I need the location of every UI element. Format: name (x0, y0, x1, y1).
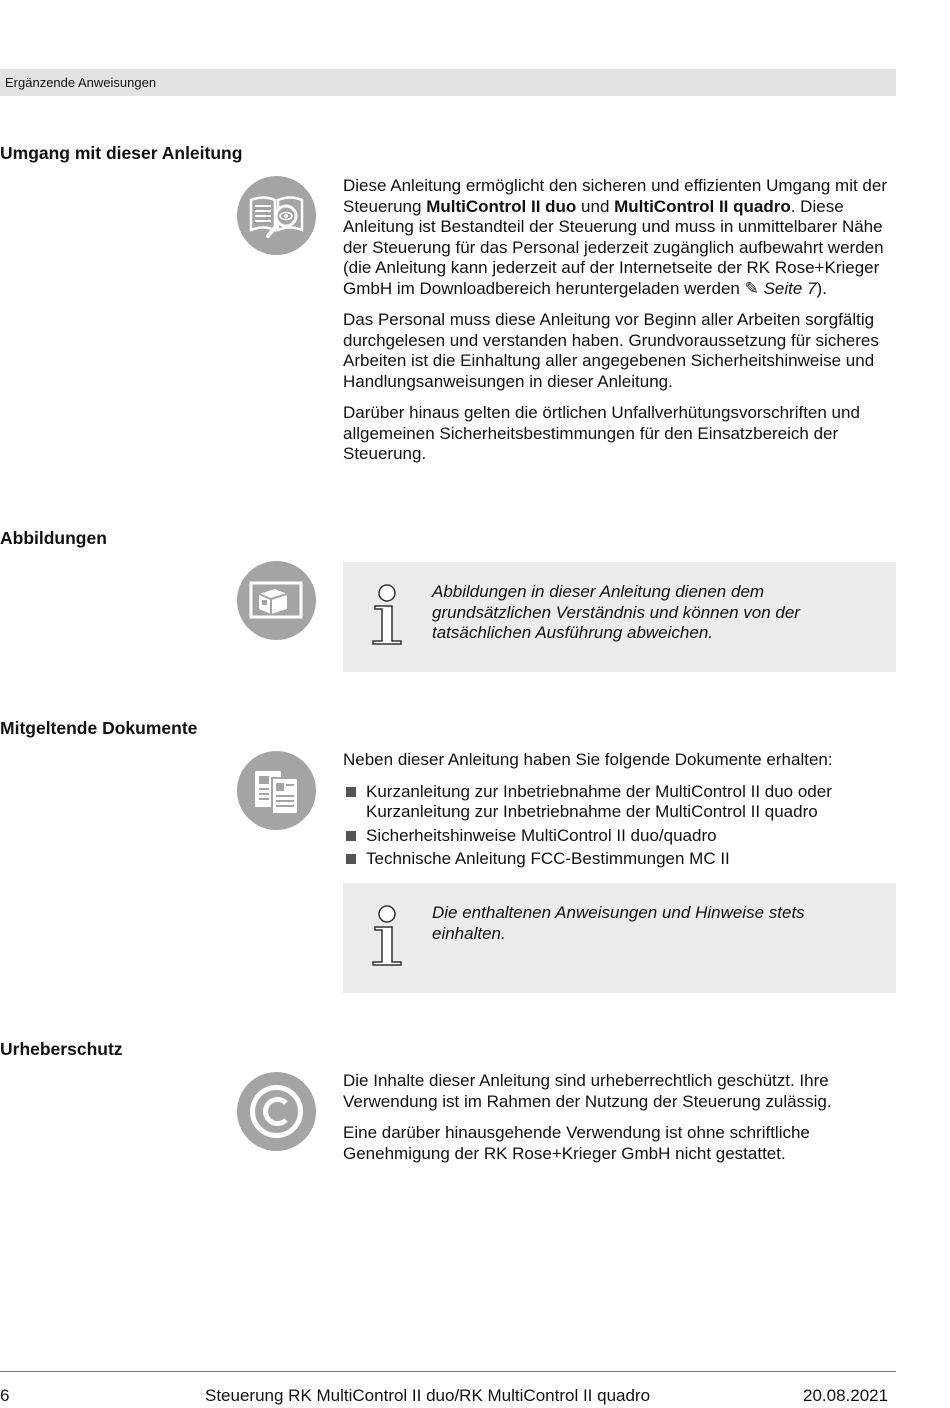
list-item: Sicherheitshinweise MultiControl II duo/quadro (343, 826, 899, 847)
note-text-abbildungen: Abbildungen in dieser Anleitung dienen dem grundsätzlichen Verständnis und können von der tatsächlichen Ausführung abweichen. (432, 582, 800, 642)
dokumente-text (343, 750, 899, 873)
urheber-paragraph-1: Die Inhalte dieser Anleitung sind urheberrechtlich geschützt. Ihre Verwendung ist im Rahmen der Nutzung der Steuerung zulässig. (343, 1071, 832, 1111)
product-name-duo: MultiControl II duo (426, 196, 577, 216)
umgang-text (343, 176, 899, 476)
dokumente-list (343, 782, 899, 870)
umgang-paragraph-3: Darüber hinaus gelten die örtlichen Unfallverhütungsvorschriften und allgemeinen Sicherheitsbestimmungen für den Einsatzbereich der Steuerung. (343, 403, 860, 463)
section-title-abbildungen: Abbildungen (0, 528, 107, 548)
section-title-umgang: Umgang mit dieser Anleitung (0, 143, 243, 163)
list-item: Kurzanleitung zur Inbetriebnahme der MultiControl II duo oder Kurzanleitung zur Inbetriebnahme der MultiControl II quadro (343, 782, 899, 823)
copyright-icon (237, 1072, 316, 1151)
section-title-urheber: Urheberschutz (0, 1039, 123, 1059)
footer-divider (0, 1371, 896, 1372)
umgang-p1-text-c: und (576, 196, 615, 216)
page-number: 6 (0, 1386, 10, 1405)
umgang-p1-text-a: Diese Anleitung ermöglicht den sicheren und effizienten Umgang mit der Steuerung (343, 176, 887, 216)
umgang-paragraph-2: Das Personal muss diese Anleitung vor Beginn aller Arbeiten sorgfältig durchgelesen und verstanden haben. Grundvoraussetzung für sicheres Arbeiten ist die Einhaltung aller angegebenen Sicherheitshinweise und Handlungsanweisungen in dieser Anleitung. (343, 310, 879, 391)
note-box-dokumente (343, 883, 896, 993)
page-reference-icon: ✎ (744, 278, 759, 298)
info-icon (369, 583, 405, 647)
dokumente-intro: Neben dieser Anleitung haben Sie folgende Dokumente erhalten: (343, 750, 833, 769)
footer-date: 20.08.2021 (803, 1386, 889, 1405)
umgang-p1-text-d: . Diese Anleitung ist Bestandteil der Steuerung und muss in unmittelbarer Nähe der Steuerung für das Personal jederzeit zugänglich aufbewahrt werden (die Anleitung kann jederzeit auf der Internetseite der RK Rose+Krieger GmbH im Downloadbereich heruntergeladen werden (343, 196, 884, 298)
umgang-p1-text-end: ). (816, 278, 827, 298)
documents-icon (237, 751, 316, 830)
header-title: Ergänzende Anweisungen (5, 75, 157, 90)
note-text-dokumente: Die enthaltenen Anweisungen und Hinweise stets einhalten. (432, 903, 805, 943)
list-item: Technische Anleitung FCC-Bestimmungen MC II (343, 849, 899, 870)
page-reference-link[interactable]: Seite 7 (763, 278, 817, 298)
illustration-icon (237, 561, 316, 640)
footer-document-title: Steuerung RK MultiControl II duo/RK MultiControl II quadro (205, 1386, 651, 1405)
umgang-paragraph-1 (343, 176, 899, 299)
urheber-text (343, 1071, 899, 1175)
urheber-paragraph-2: Eine darüber hinausgehende Verwendung ist ohne schriftliche Genehmigung der RK Rose+Krieger GmbH nicht gestattet. (343, 1123, 810, 1163)
info-icon (369, 904, 405, 968)
manual-read-icon (237, 176, 316, 255)
note-box-abbildungen (343, 562, 896, 672)
product-name-quadro: MultiControl II quadro (614, 196, 791, 216)
page-header (0, 69, 896, 96)
section-title-dokumente: Mitgeltende Dokumente (0, 718, 198, 738)
